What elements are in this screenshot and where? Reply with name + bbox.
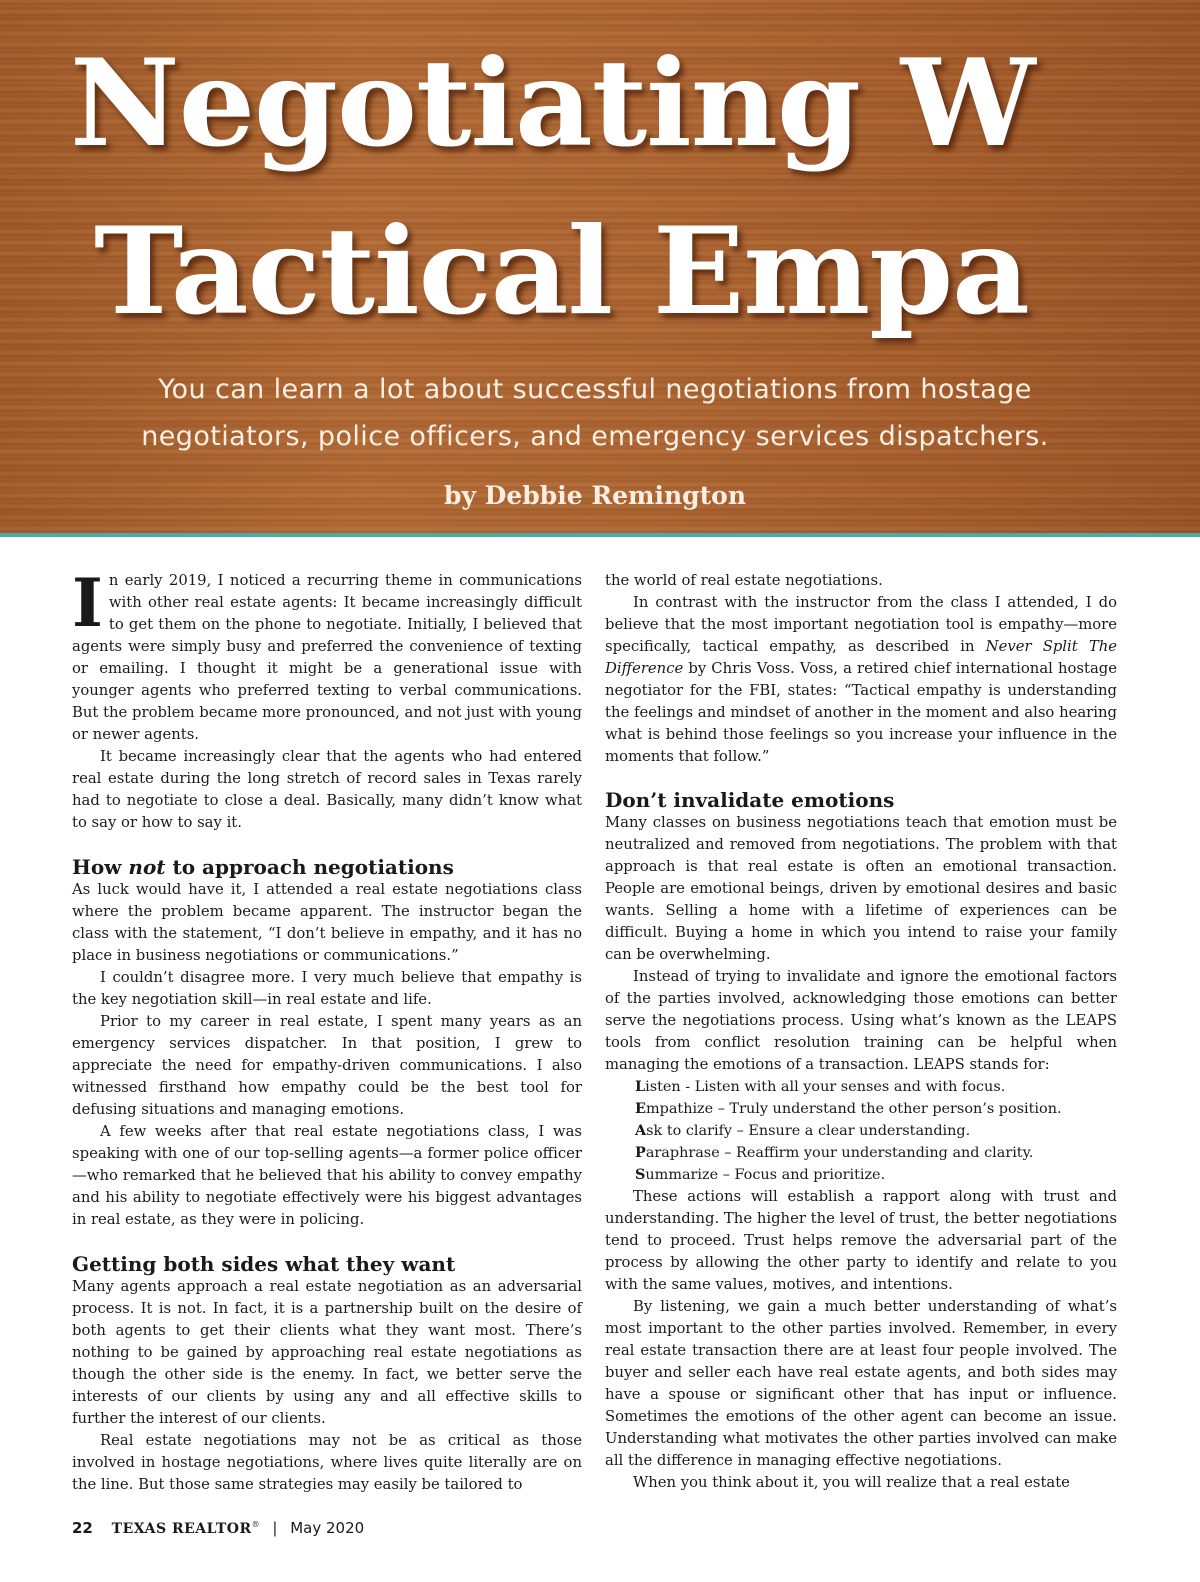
leaps-letter: L [635,1078,646,1095]
paragraph: Many agents approach a real estate negotiation as an adversarial process. It is not. In fact, it is a partnership built on the desire of both agents to get their clients what they want most. There’s nothing to be gained by approaching real estate negotiations as though the other side is the enemy. In fact, we better serve the interests of our clients by using any and all effective skills to further the interest of our clients. [72,1278,582,1427]
left-column [72,564,582,1496]
leaps-letter: P [635,1144,646,1161]
page-number: 22 [72,1519,93,1537]
leaps-text: sk to clarify – Ensure a clear understanding. [646,1123,971,1139]
paragraph: When you think about it, you will realize that a real estate [633,1474,1070,1491]
right-column [605,570,1117,1494]
list-item [635,1142,1117,1164]
paragraph: Prior to my career in real estate, I spent many years as an emergency services dispatcher. In that position, I grew to appreciate the need for empathy-driven communications. I also witnessed firsthand how empathy could be the best tool for defusing situations and managing emotions. [72,1013,582,1118]
paragraph: These actions will establish a rapport along with trust and understanding. The higher the level of trust, the better negotiations tend to proceed. Trust helps remove the adversarial part of the process by allowing the other party to identify and relate to you with the same values, motives, and intentions. [605,1188,1117,1293]
article-subtitle [0,366,1190,460]
drop-cap: I [72,564,103,642]
section-heading-how-not [72,855,582,879]
paragraph: Many classes on business negotiations teach that emotion must be neutralized and removed from negotiations. The problem with that approach is that real estate is often an emotional transaction. People are emotional beings, driven by emotional desires and basic wants. Selling a home with a lifetime of experiences can be difficult. Buying a home in which you intend to raise your family can be overwhelming. [605,814,1117,963]
article-title-line-2: Tactical Empa [94,201,1029,342]
paragraph: A few weeks after that real estate negotiations class, I was speaking with one of our top-selling agents—a former police officer—who remarked that he believed that his ability to convey empathy and his ability to negotiate effectively were his biggest advantages in real estate, as they were in policing. [72,1123,582,1228]
paragraph-text: In contrast with the instructor from the class I attended, I do believe that the most important negotiation tool is empathy—more specifically, tactical empathy, as described in [605,594,1117,655]
paragraph-text: n early 2019, I noticed a recurring theme in communications with other real estate agents: It became increasingly difficult to get them on the phone to negotiate. Initially, I believed that agents were simply busy and preferred the convenience of texting or emailing. I thought it might be a generational issue with younger agents who preferred texting to verbal communications. But the problem became more pronounced, and not just with young or newer agents. [72,572,582,743]
leaps-text: araphrase – Reaffirm your understanding and clarity. [645,1145,1034,1161]
leaps-list [605,1076,1117,1186]
article-title-line-1: Negotiating W [70,33,1035,174]
list-item [635,1076,1117,1098]
subtitle-line-2: negotiators, police officers, and emergency services dispatchers. [141,421,1049,452]
list-item [635,1098,1117,1120]
paragraph-text: by Chris Voss. Voss, a retired chief international hostage negotiator for the FBI, states: “Tactical empathy is understanding the feelings and mindset of another in the moment and also hearing what is behind those feelings so you increase your influence in the moments that follow.” [605,660,1117,765]
byline: by Debbie Remington [443,481,747,510]
magazine-name: TEXAS REALTOR [111,1521,252,1537]
leaps-letter: E [635,1100,646,1117]
paragraph: By listening, we gain a much better understanding of what’s most important to the other parties involved. Remember, in every real estate transaction there are at least four people involved. The buyer and seller each have real estate agents, and both sides may have a spouse or significant other that has input or influence. Sometimes the emotions of the other agent can become an issue. Understanding what motivates the other parties involved can make all the difference in managing effective negotiations. [605,1298,1117,1469]
section-heading-both-sides: Getting both sides what they want [72,1252,456,1276]
page-footer [72,1515,364,1539]
list-item [635,1164,1117,1186]
paragraph [605,592,1117,768]
banner-divider [0,533,1200,537]
paragraph: It became increasingly clear that the agents who had entered real estate during the long stretch of record sales in Texas rarely had to negotiate to close a deal. Basically, many didn’t know what to say or how to say it. [72,748,582,831]
list-item [635,1120,1117,1142]
paragraph: Real estate negotiations may not be as critical as those involved in hostage negotiations, where lives quite literally are on the line. But those same strategies may easily be tailored to [72,1432,582,1493]
paragraph: As luck would have it, I attended a real estate negotiations class where the problem became apparent. The instructor began the class with the statement, “I don’t believe in empathy, and it has no place in business negotiations or communications.” [72,881,582,964]
leaps-letter: A [635,1122,647,1139]
paragraph: the world of real estate negotiations. [605,572,883,589]
leaps-text: mpathize – Truly understand the other person’s position. [645,1101,1062,1117]
paragraph: Instead of trying to invalidate and ignore the emotional factors of the parties involved, acknowledging those emotions can better serve the negotiations process. Using what’s known as the LEAPS tools from conflict resolution training can be helpful when managing the emotions of a transaction. LEAPS stands for: [605,968,1117,1073]
leaps-text: isten - Listen with all your senses and with focus. [645,1079,1006,1095]
registered-mark: ® [251,1520,260,1529]
book-title: Never Split The Difference [605,638,1117,677]
paragraph: I couldn’t disagree more. I very much believe that empathy is the key negotiation skill—in real estate and life. [72,969,582,1008]
header-banner [0,0,1200,533]
leaps-text: ummarize – Focus and prioritize. [645,1167,886,1183]
paragraph [72,564,582,746]
heading-text: How [72,855,129,879]
leaps-letter: S [635,1166,646,1183]
heading-emphasis: not [128,855,166,879]
section-heading-emotions: Don’t invalidate emotions [605,788,895,812]
heading-text: to approach negotiations [165,855,454,879]
subtitle-line-1: You can learn a lot about successful negotiations from hostage [158,374,1032,405]
footer-separator: | [272,1519,278,1537]
issue-date: May 2020 [290,1519,365,1537]
